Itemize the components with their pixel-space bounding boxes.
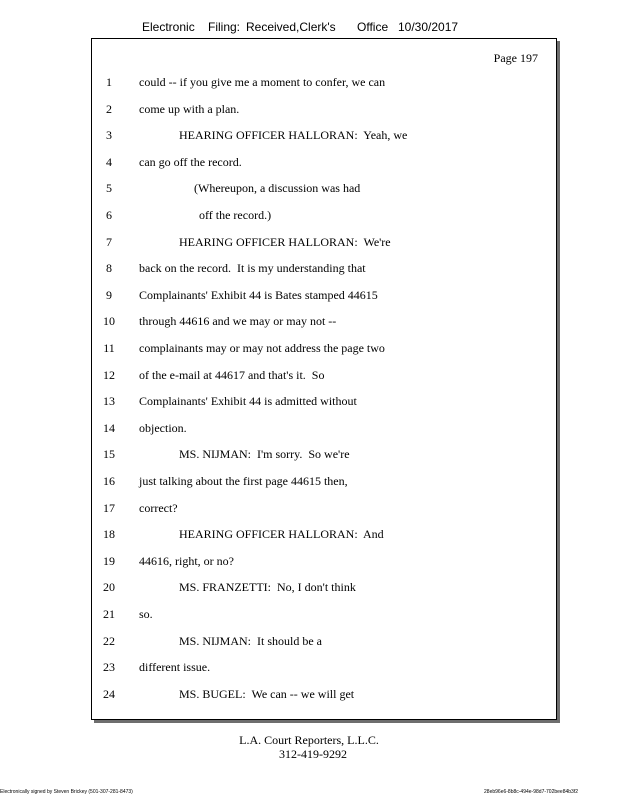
transcript-line [92, 181, 556, 201]
transcript-line [92, 75, 556, 95]
line-number: 20 [103, 580, 115, 595]
transcript-line [92, 155, 556, 175]
line-number: 5 [106, 181, 112, 196]
transcript-line [92, 314, 556, 334]
transcript-line [92, 128, 556, 148]
line-text: MS. NIJMAN: I'm sorry. So we're [179, 447, 350, 462]
transcript-line [92, 208, 556, 228]
line-number: 6 [106, 208, 112, 222]
line-number: 13 [103, 394, 115, 409]
line-text: 44616, right, or no? [139, 553, 234, 568]
line-number: 9 [106, 287, 112, 302]
line-text: complainants may or may not address the page two [139, 341, 385, 355]
transcript-line [92, 501, 556, 521]
transcript-line [92, 341, 556, 361]
line-number: 2 [106, 101, 112, 116]
transcript-line [92, 447, 556, 467]
transcript-line [92, 102, 556, 122]
transcript-line [92, 235, 556, 255]
line-text: through 44616 and we may or may not -- [139, 314, 337, 329]
line-number: 11 [103, 341, 115, 355]
line-number: 14 [103, 420, 115, 435]
line-text: HEARING OFFICER HALLORAN: Yeah, we [179, 128, 408, 143]
line-text: can go off the record. [139, 154, 242, 169]
line-number: 23 [103, 660, 115, 675]
e-signature-text: Electronically signed by Steven Brickey (501-307-281-8473) [0, 789, 133, 795]
filing-word-electronic: Electronic [142, 20, 195, 34]
line-number: 21 [103, 607, 115, 621]
line-text: MS. FRANZETTI: No, I don't think [179, 580, 356, 595]
line-number: 1 [106, 75, 112, 89]
line-text: (Whereupon, a discussion was had [194, 181, 361, 196]
transcript-line [92, 554, 556, 574]
transcript-line [92, 687, 556, 707]
line-number: 19 [103, 553, 115, 568]
filing-date: 10/30/2017 [398, 20, 459, 34]
line-text: off the record.) [199, 208, 272, 222]
line-number: 8 [106, 261, 112, 276]
transcript-line [92, 261, 556, 281]
transcript-line [92, 527, 556, 547]
line-number: 16 [103, 474, 115, 488]
transcript-page [91, 38, 557, 720]
line-number: 24 [103, 686, 115, 701]
line-text: Complainants' Exhibit 44 is Bates stamped 44615 [139, 287, 378, 302]
document-hash: 28eb96e6-8b8c-494e-98d7-702bee84b3f2 [484, 789, 578, 795]
line-text: correct? [139, 500, 178, 515]
line-text: of the e-mail at 44617 and that's it. So [139, 367, 325, 382]
line-number: 12 [103, 367, 115, 382]
transcript-line [92, 580, 556, 600]
line-text: HEARING OFFICER HALLORAN: And [179, 527, 384, 542]
line-text: MS. NIJMAN: It should be a [179, 633, 322, 648]
line-text: come up with a plan. [139, 101, 240, 116]
transcript-line [92, 607, 556, 627]
filing-word-received: Received,Clerk's [246, 20, 336, 34]
filing-word-office: Office [357, 20, 389, 34]
transcript-line [92, 288, 556, 308]
line-text: could -- if you give me a moment to confer, we can [139, 75, 386, 89]
line-text: Complainants' Exhibit 44 is admitted without [139, 394, 357, 409]
line-number: 15 [103, 447, 115, 462]
line-text: HEARING OFFICER HALLORAN: We're [179, 234, 391, 249]
transcript-line [92, 421, 556, 441]
transcript-line [92, 634, 556, 654]
line-number: 10 [103, 314, 115, 329]
page-number: Page 197 [493, 51, 538, 65]
line-text: MS. BUGEL: We can -- we will get [179, 686, 355, 701]
transcript-line [92, 474, 556, 494]
transcript-line [92, 368, 556, 388]
line-text: so. [139, 607, 153, 621]
transcript-line [92, 394, 556, 414]
line-number: 17 [103, 500, 115, 515]
footer-company: L.A. Court Reporters, L.L.C. [239, 733, 379, 747]
transcript-line [92, 660, 556, 680]
line-number: 18 [103, 527, 115, 542]
line-number: 7 [106, 234, 112, 249]
line-text: just talking about the first page 44615 then, [139, 474, 348, 488]
line-number: 3 [106, 128, 112, 143]
line-number: 22 [103, 633, 115, 648]
line-text: different issue. [139, 660, 211, 675]
line-text: objection. [139, 420, 187, 435]
line-text: back on the record. It is my understanding that [139, 261, 366, 276]
footer-phone: 312-419-9292 [279, 747, 347, 761]
line-number: 4 [106, 154, 112, 169]
filing-word-filing: Filing: [208, 20, 241, 34]
